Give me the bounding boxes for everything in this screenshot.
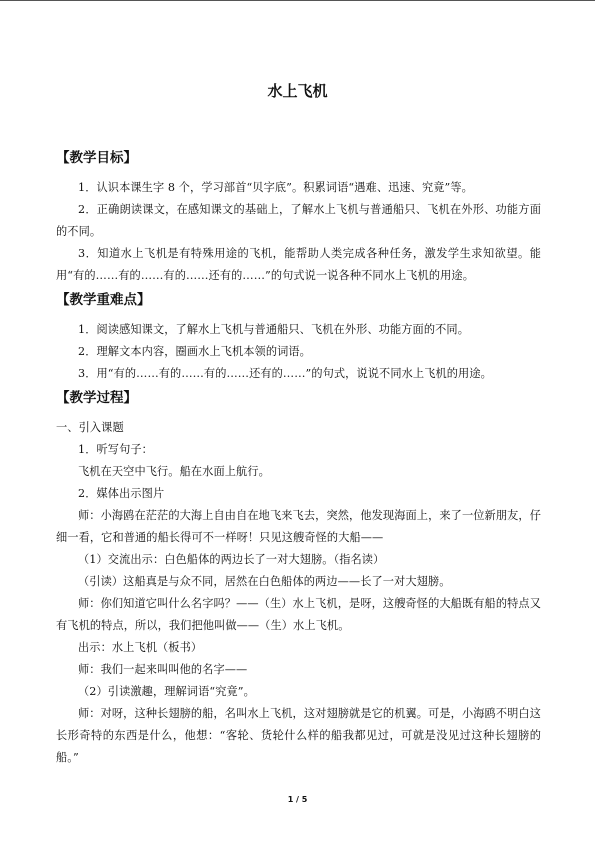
- section-heading-keypoints: 【教学重难点】: [56, 292, 151, 308]
- process-line-1: 一、引入课题: [56, 421, 124, 434]
- keypoint-item-2: 2．理解文本内容，圈画水上飞机本领的词语。: [78, 345, 311, 358]
- process-line-6: （1）交流出示：白色船体的两边长了一对大翅膀。（指名读）: [78, 553, 385, 566]
- page-number: 1 / 5: [287, 795, 308, 804]
- process-line-11: （2）引读激趣，理解词语“究竟”。: [78, 685, 255, 698]
- goal-item-1: 1．认识本课生字 8 个，学习部首“贝字底”。积累词语“遇难、迅速、究竟”等。: [78, 181, 473, 194]
- process-line-7: （引读）这船真是与众不同，居然在白色船体的两边——长了一对大翅膀。: [78, 575, 451, 588]
- keypoint-item-1: 1．阅读感知课文，了解水上飞机与普通船只、飞机在外形、功能方面的不同。: [78, 323, 469, 336]
- process-line-4: 2．媒体出示图片: [78, 487, 165, 500]
- section-heading-process: 【教学过程】: [56, 390, 137, 406]
- keypoint-item-3: 3．用“有的……有的……有的……还有的……”的句式，说说不同水上飞机的用途。: [78, 367, 492, 380]
- process-line-10: 师：我们一起来叫叫他的名字——: [78, 663, 248, 676]
- process-line-9: 出示：水上飞机（板书）: [78, 641, 203, 654]
- process-line-8: 师：你们知道它叫什么名字吗？——（生）水上飞机，是呀，这艘奇怪的大船既有船的特点又有飞机的特点，所以，我们把他叫做——（生）水上飞机。: [56, 597, 541, 632]
- process-line-12: 师：对呀，这种长翅膀的船，名叫水上飞机，这对翅膀就是它的机翼。可是，小海鸥不明白这长形奇特的东西是什么，他想：“客轮、货轮什么样的船我都见过，可就是没见过这种长翅膀的船。”: [56, 707, 541, 764]
- process-line-5: 师：小海鸥在茫茫的大海上自由自在地飞来飞去，突然，他发现海面上，来了一位新朋友，仔细一看，它和普通的船长得可不一样呀！只见这艘奇怪的大船——: [56, 509, 541, 544]
- document-title: 水上飞机: [267, 82, 328, 100]
- section-heading-goals: 【教学目标】: [56, 150, 137, 166]
- process-line-2: 1．听写句子：: [78, 443, 153, 456]
- process-line-3: 飞机在天空中飞行。船在水面上航行。: [78, 465, 270, 478]
- document-body: [56, 145, 541, 769]
- goal-item-3: 3．知道水上飞机是有特殊用途的飞机，能帮助人类完成各种任务，激发学生求知欲望。能用“有的……有的……有的……还有的……”的句式说一说各种不同水上飞机的用途。: [56, 247, 541, 282]
- goal-item-2: 2．正确朗读课文，在感知课文的基础上，了解水上飞机与普通船只、飞机在外形、功能方面的不同。: [56, 203, 541, 238]
